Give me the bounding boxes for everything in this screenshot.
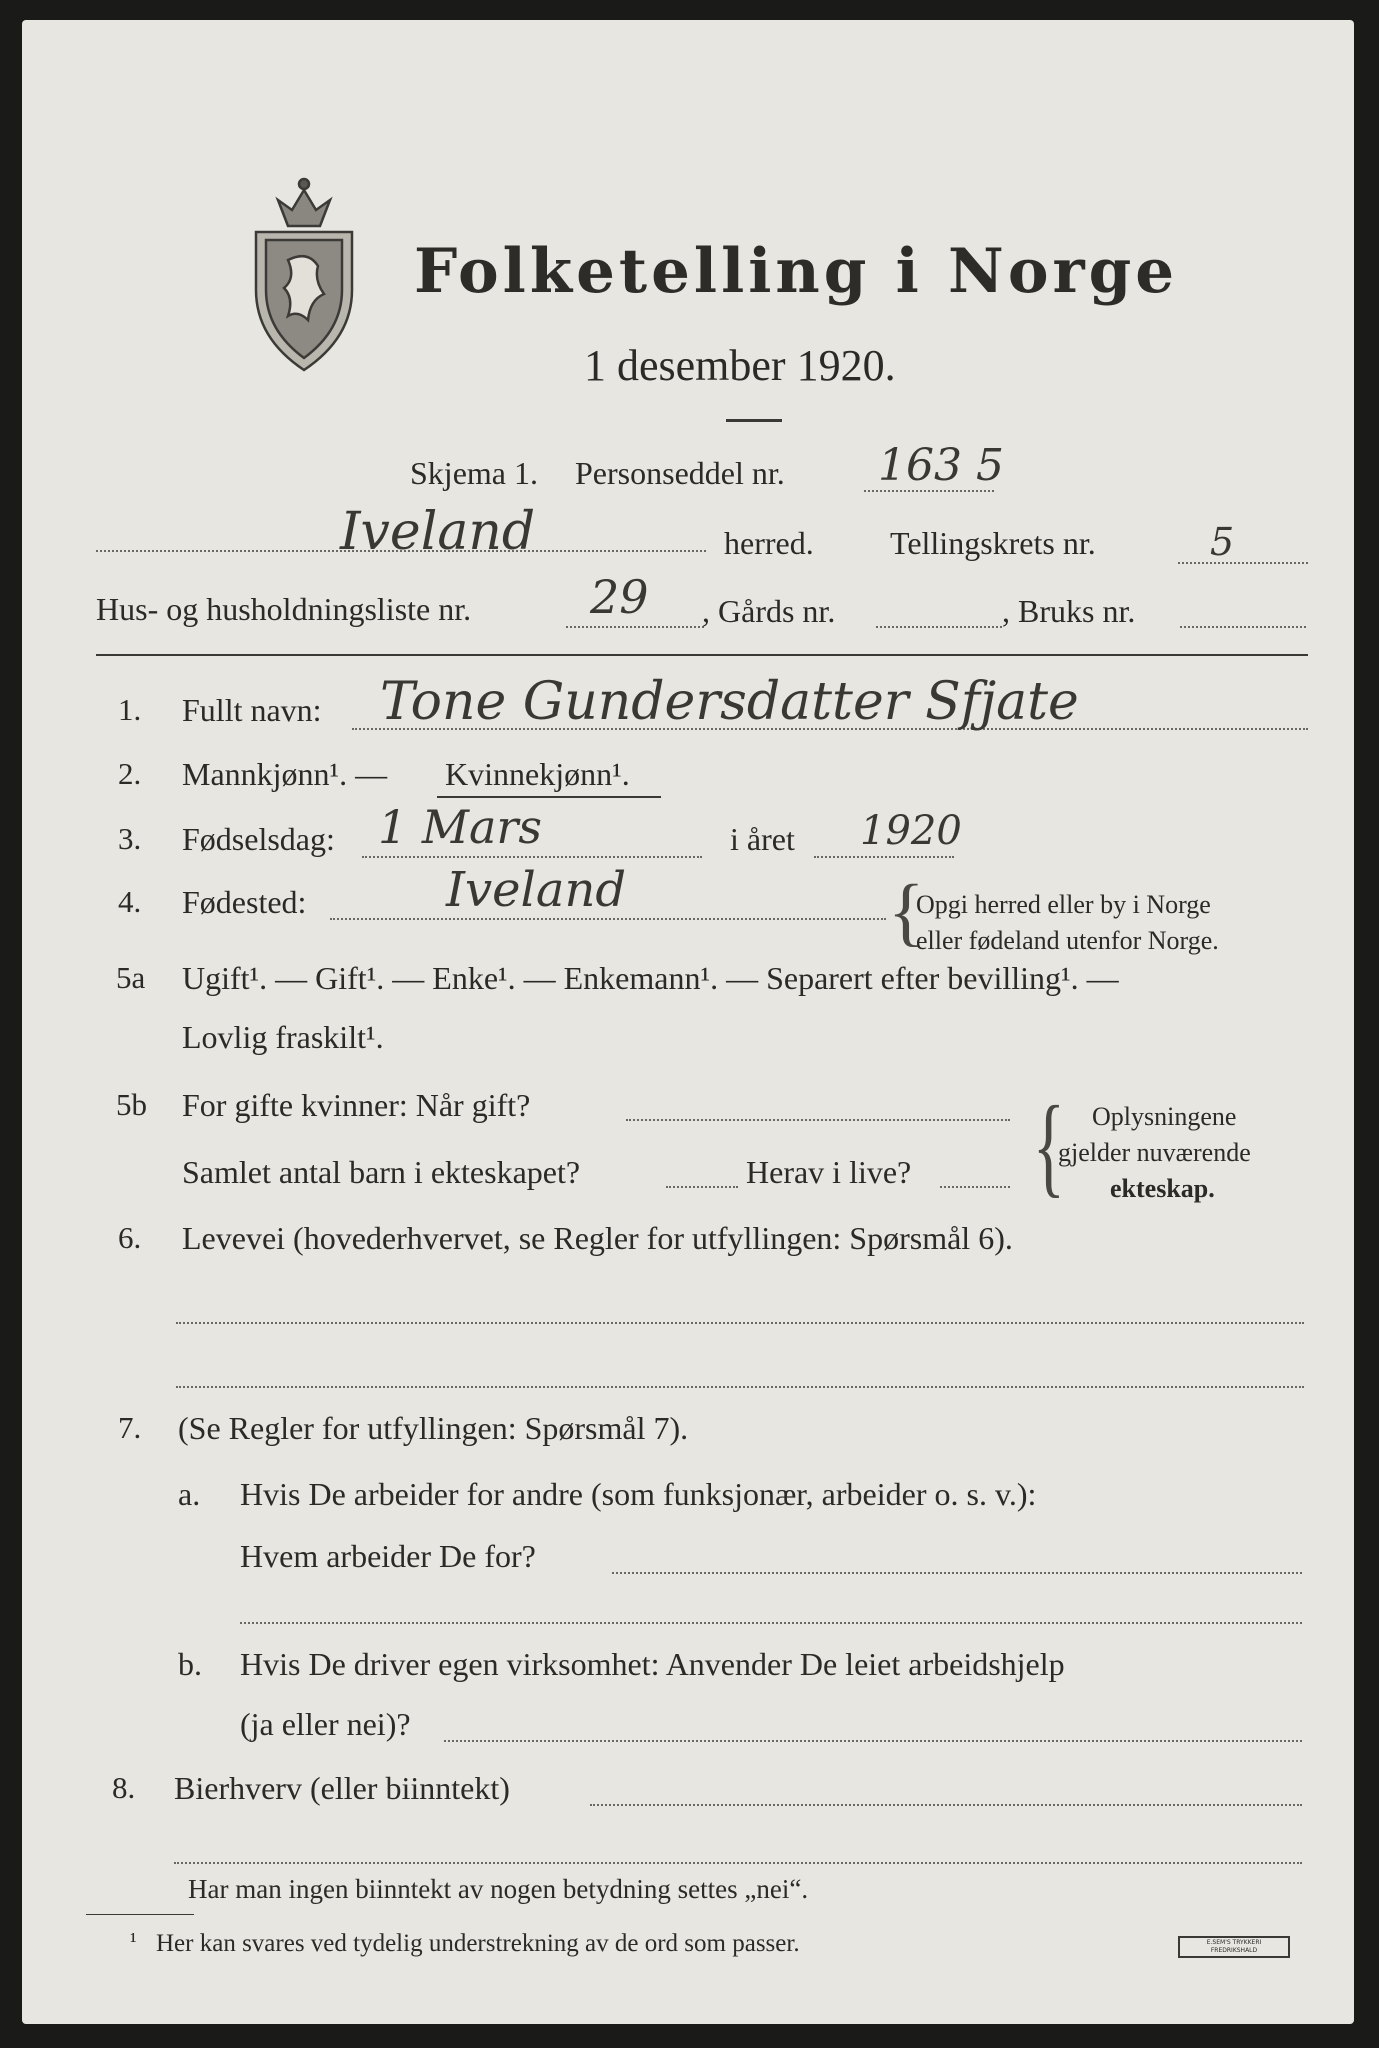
- q1-number: 1.: [118, 692, 142, 727]
- footnote-marker: ¹: [130, 1928, 137, 1953]
- bruks-label: , Bruks nr.: [1002, 593, 1136, 629]
- q2-underline: [437, 796, 661, 798]
- skjema-label: Skjema 1.: [410, 455, 538, 491]
- q7a-line-2: [240, 1622, 1302, 1624]
- q3-line: [362, 856, 702, 858]
- gards-line: [876, 626, 1002, 628]
- q3-value: 1 Mars: [378, 800, 543, 854]
- q3-year-label: i året: [730, 821, 795, 857]
- q5a-line1: Ugift¹. — Gift¹. — Enke¹. — Enkemann¹. — Separert efter bevilling¹. —: [182, 960, 1119, 996]
- q4-value: Iveland: [446, 862, 627, 918]
- q4-number: 4.: [118, 884, 142, 919]
- q1-value: Tone Gundersdatter Sfjate: [380, 672, 1079, 732]
- q7a-line2: Hvem arbeider De for?: [240, 1538, 536, 1574]
- header-divider: [96, 654, 1308, 656]
- q5b-barn-dots: [666, 1186, 738, 1188]
- personseddel-value: 163 5: [878, 440, 1004, 491]
- q8-note: Har man ingen biinntekt av nogen betydning settes „nei“.: [188, 1874, 809, 1904]
- q5b-note-1: Oplysningene: [1092, 1102, 1237, 1131]
- q3-label: Fødselsdag:: [182, 821, 335, 857]
- q7b-line: [444, 1740, 1302, 1742]
- q6-number: 6.: [118, 1220, 142, 1255]
- q7a-line1: Hvis De arbeider for andre (som funksjonær, arbeider o. s. v.):: [240, 1476, 1037, 1512]
- q1-label: Fullt navn:: [182, 692, 322, 728]
- q5b-number: 5b: [116, 1087, 147, 1122]
- q5b-line1: For gifte kvinner: Når gift?: [182, 1087, 531, 1123]
- q7b-line1: Hvis De driver egen virksomhet: Anvender De leiet arbeidshjelp: [240, 1646, 1065, 1682]
- gards-label: , Gårds nr.: [702, 593, 836, 629]
- q5b-note-2: gjelder nuværende: [1058, 1138, 1251, 1167]
- q5b-brace: {: [1032, 1084, 1066, 1208]
- q5b-line2: Samlet antal barn i ekteskapet?: [182, 1154, 581, 1190]
- tellingskrets-value: 5: [1210, 520, 1235, 564]
- q7-label: (Se Regler for utfyllingen: Spørsmål 7).: [178, 1410, 689, 1446]
- printer-line-2: FREDRIKSHALD: [1210, 1947, 1258, 1954]
- q5b-line1-dots: [626, 1119, 1010, 1121]
- husliste-line: [566, 626, 704, 628]
- q8-number: 8.: [112, 1770, 136, 1805]
- bruks-line: [1180, 626, 1306, 628]
- footnote-divider: [86, 1914, 194, 1915]
- q8-line-1: [590, 1804, 1302, 1806]
- q7a-letter: a.: [178, 1476, 201, 1512]
- q4-brace: {: [888, 870, 925, 954]
- q4-label: Fødested:: [182, 884, 307, 920]
- q3-number: 3.: [118, 821, 142, 856]
- q5b-herav-dots: [940, 1186, 1010, 1188]
- q2-kvinne: Kvinnekjønn¹.: [445, 756, 630, 792]
- q8-label: Bierhverv (eller biinntekt): [174, 1770, 510, 1806]
- personseddel-label: Personseddel nr.: [575, 455, 785, 491]
- q4-note-2: eller fødeland utenfor Norge.: [916, 926, 1219, 955]
- q5b-herav: Herav i live?: [746, 1154, 912, 1190]
- husliste-label: Hus- og husholdningsliste nr.: [96, 591, 472, 627]
- q7-number: 7.: [118, 1410, 142, 1445]
- q5b-note-3: ekteskap.: [1110, 1174, 1215, 1203]
- herred-value: Iveland: [340, 502, 536, 562]
- herred-label: herred.: [724, 525, 814, 561]
- title-divider: [726, 419, 782, 422]
- printer-stamp: [1178, 1936, 1290, 1958]
- census-date: 1 desember 1920.: [584, 341, 896, 390]
- footnote-text: Her kan svares ved tydelig understrekning av de ord som passer.: [156, 1930, 800, 1957]
- q2-mann: Mannkjønn¹. —: [182, 756, 388, 792]
- q4-line: [330, 918, 886, 920]
- q7a-line-1: [612, 1572, 1302, 1574]
- tellingskrets-line: [1178, 562, 1308, 564]
- q2-number: 2.: [118, 756, 142, 791]
- q6-line-1: [176, 1322, 1304, 1324]
- husliste-value: 29: [590, 570, 649, 624]
- printer-line-1: E.SEM'S TRYKKERI: [1206, 1939, 1262, 1946]
- tellingskrets-label: Tellingskrets nr.: [890, 525, 1096, 561]
- q3-year-line: [814, 856, 954, 858]
- q5a-number: 5a: [116, 960, 146, 995]
- q7b-line2: (ja eller nei)?: [240, 1706, 411, 1742]
- q7b-letter: b.: [178, 1646, 202, 1682]
- form-title: Folketelling i Norge: [414, 236, 1179, 307]
- coat-of-arms-icon: [248, 170, 360, 376]
- q6-line-2: [176, 1386, 1304, 1388]
- q5a-line2: Lovlig fraskilt¹.: [182, 1019, 384, 1055]
- q4-note-1: Opgi herred eller by i Norge: [916, 890, 1211, 919]
- q6-label: Levevei (hovederhvervet, se Regler for utfyllingen: Spørsmål 6).: [182, 1220, 1013, 1256]
- q3-year-value: 1920: [860, 808, 962, 854]
- q8-line-2: [174, 1862, 1302, 1864]
